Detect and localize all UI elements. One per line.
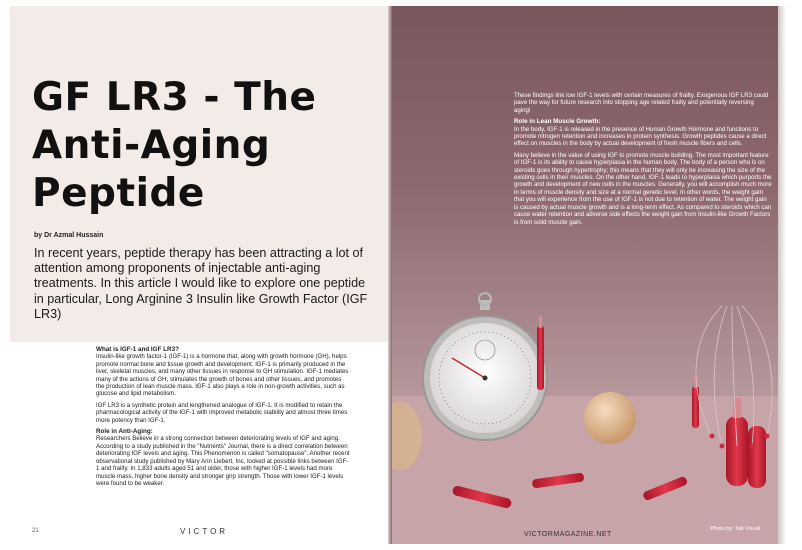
photo-credit: Photo by: Tati Visual <box>710 526 760 532</box>
right-page <box>392 6 778 544</box>
hero-block <box>10 6 390 342</box>
intro-paragraph: In recent years, peptide therapy has been attracting a lot of attention among proponents of injectable anti-aging treatments. In this article I would like to explore one peptide in particular, Long Arginine 3 Insulin like Growth Factor (IGF LR3) <box>34 246 368 321</box>
ampoule-icon <box>692 376 699 428</box>
body-paragraph: Researchers Believe in a strong connection between deteriorating levels of IGF and aging. According to a study published in the "Nutrients" Journal, there is a direct correlation between deteriorating IGF levels and aging. This Phenomenon is called "somatopause". Another recent observational study published by Mary Ann Liebert, Inc, looked at possible links between IGF-1 and frailty. In 1,833 adults aged 51 and older, those with higher IGF-1 levels had more muscle mass, higher bone density and stronger grip strength. Those with lower IGF-1 levels were found to be weaker. <box>96 435 350 487</box>
right-body-column <box>514 92 772 230</box>
brand-logo: VICTOR <box>180 527 229 536</box>
section-heading: What is IGF-1 and IGF LR3? <box>96 346 179 353</box>
body-paragraph: In the body, IGF-1 is released in the presence of Human Growth Hormone and functions to promote nitrogen retention and increases in protein synthesis. Growth peptides cause a direct effect on muscles in the body by actual development of fresh muscle fibers and cells. <box>514 125 767 148</box>
article-headline: GF LR3 - The Anti-Aging Peptide <box>32 75 317 216</box>
page-number: 21 <box>32 528 39 534</box>
body-paragraph: These findings link low IGF-1 levels with certain measures of frailty. Exogenous IGF LR3 could pave the way for future research into stopping age related frailty and potentially reversing aging! <box>514 92 769 114</box>
left-page <box>10 6 390 544</box>
body-paragraph: Insulin-like growth factor-1 (IGF-1) is a hormone that, along with growth hormone (GH), helps promote normal bone and tissue growth and development. IGF-1 is primarily produced in the liver, skeletal muscles, and many other tissues in response to GH stimulation. IGF-1 mediates many of the actions of GH, stimulates the growth of bones and other tissues, and promotes the production of lean muscle mass. IGF-1 also plays a role in non-growth activities, such as glucose and lipid metabolism. <box>96 353 349 398</box>
ampoule-icon <box>748 426 766 488</box>
still-life-photo <box>392 6 778 544</box>
section-heading: Role in Lean Muscle Growth: <box>514 118 601 126</box>
byline: by Dr Azmal Hussain <box>34 232 104 239</box>
left-body-column <box>96 346 350 491</box>
section-heading: Role in Anti-Aging: <box>96 428 153 436</box>
ball <box>584 392 636 444</box>
body-paragraph: IGF LR3 is a synthetic protein and lengthened analogue of IGF-1. It is modified to retain the pharmacological activity of the IGF-1 with improved metabolic stability and almost three times more potency than IGF-1. <box>96 401 348 424</box>
site-url[interactable]: VICTORMAGAZINE.NET <box>524 531 612 538</box>
body-paragraph: Many believe in the value of using IGF to promote muscle building. The most important feature of IGF-1 is its ability to cause hyperplasia in the human body. The body of a person who is on steroids goes through hypertrophy; this means that they will only be increasing the size of the existing cells in their muscles. On the other hand, IGF-1 leads to hyperplasia which purports the growth and development of new cells in the muscles. Generally, you will accomplish much more in terms of muscle density and size at a normal genetic level. In other words, the weight gain that you will experience from the use of IGF-1 is not due to retention of water. The weight gain is caused by actual muscle growth and is a long-term effect. As compared to steroids which can cause water retention and adverse side effects the weight gain from Insulin-like Growth Factors is from solid muscle gain. <box>514 151 772 226</box>
stopwatch-icon <box>423 293 547 440</box>
ampoule-icon <box>537 316 544 390</box>
page-edge <box>778 6 786 544</box>
